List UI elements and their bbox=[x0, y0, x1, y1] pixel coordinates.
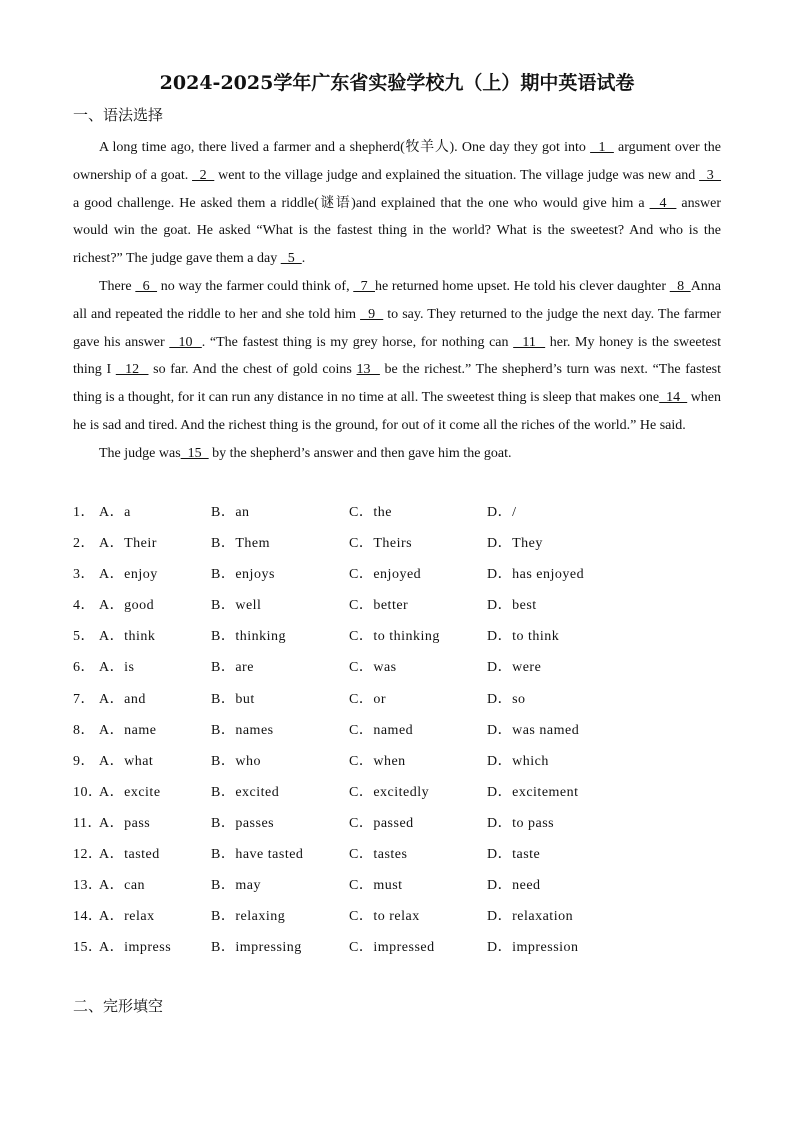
answer-blank[interactable]: 9 bbox=[360, 306, 384, 322]
question-row bbox=[73, 871, 721, 902]
passage-text: went to the village judge and explained the situation. The village judge was new and bbox=[214, 167, 700, 183]
section-grammar-title: 一、语法选择 bbox=[73, 106, 164, 124]
question-row bbox=[73, 716, 721, 747]
passage-text: A long time ago, there lived a farmer and a shepherd(牧羊人). One day they got into bbox=[99, 140, 591, 155]
passage-text: to say. They returned to the judge the next day. The farmer gave his answer bbox=[73, 306, 721, 350]
passage-text: . bbox=[301, 251, 306, 267]
question-row bbox=[73, 591, 721, 622]
option-a[interactable]: A．tasted bbox=[99, 847, 160, 863]
passage-text: There bbox=[99, 278, 136, 294]
option-c[interactable]: C．was bbox=[349, 660, 397, 676]
question-row bbox=[73, 933, 721, 964]
question-number: 12． bbox=[73, 847, 103, 863]
answer-blank[interactable]: 13 bbox=[356, 362, 380, 378]
question-number: 11． bbox=[73, 815, 102, 831]
passage-paragraph bbox=[73, 134, 721, 273]
option-c[interactable]: C．when bbox=[349, 753, 406, 769]
option-b[interactable]: B．well bbox=[211, 598, 262, 614]
answer-blank[interactable]: 11 bbox=[513, 334, 546, 350]
option-d[interactable]: D．impression bbox=[487, 940, 579, 956]
option-a[interactable]: A．excite bbox=[99, 784, 161, 800]
answer-blank[interactable]: 6 bbox=[135, 278, 158, 294]
option-c[interactable]: C．enjoyed bbox=[349, 567, 422, 583]
passage-text: argument over the ownership of a goat. bbox=[73, 140, 722, 183]
answer-blank[interactable]: 3 bbox=[699, 167, 722, 183]
option-a[interactable]: A．what bbox=[99, 753, 154, 769]
option-b[interactable]: B．may bbox=[211, 878, 261, 894]
section-cloze-title: 二、完形填空 bbox=[73, 997, 164, 1015]
answer-blank[interactable]: 15 bbox=[180, 445, 209, 461]
passage-text: when he is sad and tired. And the richest thing is the ground, for out of it come all the riches of the world.” He said. bbox=[73, 390, 722, 433]
option-d[interactable]: D．relaxation bbox=[487, 909, 574, 925]
passage-text: be the richest.” The shepherd’s turn was next. “The fastest thing is a thought, for it can run any distance in no time at all. The sweetest thing is sleep that makes one bbox=[73, 362, 722, 406]
answer-blank[interactable]: 4 bbox=[649, 195, 677, 211]
answer-blank[interactable]: 14 bbox=[659, 390, 688, 406]
option-b[interactable]: B．relaxing bbox=[211, 909, 286, 925]
option-c[interactable]: C．the bbox=[349, 505, 392, 520]
option-b[interactable]: B．excited bbox=[211, 784, 280, 800]
passage-paragraph bbox=[73, 440, 721, 468]
question-number: 1． bbox=[73, 505, 95, 520]
passage-text: a good challenge. He asked them a riddle(谜语)and explained that the one who would give him a bbox=[73, 195, 650, 211]
question-number: 8． bbox=[73, 722, 95, 738]
option-d[interactable]: D．/ bbox=[487, 505, 517, 520]
question-options-list bbox=[73, 498, 721, 964]
option-a[interactable]: A．pass bbox=[99, 815, 151, 831]
answer-blank[interactable]: 5 bbox=[280, 251, 302, 267]
question-row bbox=[73, 747, 721, 778]
question-number: 15． bbox=[73, 940, 103, 956]
option-a[interactable]: A．Their bbox=[99, 536, 157, 552]
question-row bbox=[73, 902, 721, 933]
option-c[interactable]: C．better bbox=[349, 598, 409, 614]
question-row bbox=[73, 778, 721, 809]
option-a[interactable]: A．think bbox=[99, 629, 156, 645]
option-b[interactable]: B．have tasted bbox=[211, 847, 304, 863]
option-a[interactable]: A．enjoy bbox=[99, 567, 158, 583]
option-b[interactable]: B．are bbox=[211, 660, 254, 676]
passage-text: he returned home upset. He told his clever daughter bbox=[374, 278, 670, 294]
passage-text: Anna all and repeated the riddle to her and she told him bbox=[73, 278, 722, 322]
passage-text: The judge was bbox=[99, 445, 181, 461]
option-b[interactable]: B．but bbox=[211, 691, 255, 707]
question-number: 7． bbox=[73, 691, 95, 707]
question-number: 13． bbox=[73, 878, 103, 894]
question-row bbox=[73, 498, 721, 529]
reading-passage bbox=[73, 134, 721, 468]
option-d[interactable]: D．need bbox=[487, 878, 541, 894]
option-a[interactable]: A．can bbox=[99, 878, 146, 894]
answer-blank[interactable]: 1 bbox=[590, 140, 614, 155]
option-d[interactable]: D．to think bbox=[487, 629, 560, 645]
option-c[interactable]: C．excitedly bbox=[349, 784, 430, 800]
option-a[interactable]: A．good bbox=[99, 598, 155, 614]
option-c[interactable]: C．to thinking bbox=[349, 629, 440, 645]
option-c[interactable]: C．named bbox=[349, 722, 414, 738]
option-d[interactable]: D．taste bbox=[487, 847, 541, 863]
answer-blank[interactable]: 7 bbox=[353, 278, 375, 294]
question-number: 4． bbox=[73, 598, 95, 614]
option-c[interactable]: C．passed bbox=[349, 815, 414, 831]
option-d[interactable]: D．were bbox=[487, 660, 542, 676]
option-d[interactable]: D．so bbox=[487, 691, 526, 707]
question-row bbox=[73, 560, 721, 591]
question-number: 5． bbox=[73, 629, 95, 645]
option-d[interactable]: D．was named bbox=[487, 722, 580, 738]
passage-text: her. My honey is the sweetest thing I bbox=[73, 334, 722, 378]
option-c[interactable]: C．impressed bbox=[349, 940, 435, 956]
option-d[interactable]: D．which bbox=[487, 753, 549, 769]
option-b[interactable]: B．who bbox=[211, 753, 261, 769]
passage-text: . “The fastest thing is my grey horse, for nothing can bbox=[201, 334, 514, 350]
question-number: 3． bbox=[73, 567, 95, 583]
option-a[interactable]: A．name bbox=[99, 722, 157, 738]
question-row bbox=[73, 653, 721, 684]
question-row bbox=[73, 685, 721, 716]
option-a[interactable]: A．is bbox=[99, 660, 135, 676]
option-c[interactable]: C．or bbox=[349, 691, 386, 707]
option-c[interactable]: C．Theirs bbox=[349, 536, 413, 552]
exam-title: 2024-2025学年广东省实验学校九（上）期中英语试卷 bbox=[159, 72, 635, 94]
passage-text: no way the farmer could think of, bbox=[157, 278, 354, 294]
option-c[interactable]: C．to relax bbox=[349, 909, 420, 925]
option-a[interactable]: A．a bbox=[99, 505, 131, 520]
option-b[interactable]: B．an bbox=[211, 505, 250, 520]
passage-paragraph bbox=[73, 273, 721, 440]
option-d[interactable]: D．to pass bbox=[487, 815, 555, 831]
answer-blank[interactable]: 8 bbox=[669, 278, 691, 294]
answer-blank[interactable]: 12 bbox=[115, 362, 149, 378]
option-b[interactable]: B．Them bbox=[211, 536, 270, 552]
question-row bbox=[73, 809, 721, 840]
question-number: 14． bbox=[73, 909, 103, 925]
question-number: 9． bbox=[73, 753, 95, 769]
question-row bbox=[73, 622, 721, 653]
option-a[interactable]: A．impress bbox=[99, 940, 172, 956]
option-d[interactable]: D．excitement bbox=[487, 784, 579, 800]
option-b[interactable]: B．thinking bbox=[211, 629, 287, 645]
answer-blank[interactable]: 2 bbox=[192, 167, 215, 183]
option-d[interactable]: D．They bbox=[487, 536, 543, 552]
passage-text: answer would win the goat. He asked “What is the fastest thing in the world? What is the sweetest? And who is the richest?” The judge gave them a day bbox=[73, 195, 722, 267]
option-a[interactable]: A．relax bbox=[99, 909, 155, 925]
option-b[interactable]: B．enjoys bbox=[211, 567, 275, 583]
option-c[interactable]: C．must bbox=[349, 878, 403, 894]
answer-blank[interactable]: 10 bbox=[169, 334, 202, 350]
question-row bbox=[73, 529, 721, 560]
option-b[interactable]: B．names bbox=[211, 722, 274, 738]
option-d[interactable]: D．has enjoyed bbox=[487, 567, 585, 583]
question-number: 6． bbox=[73, 660, 95, 676]
option-a[interactable]: A．and bbox=[99, 691, 146, 707]
option-b[interactable]: B．passes bbox=[211, 815, 275, 831]
option-b[interactable]: B．impressing bbox=[211, 940, 302, 956]
option-d[interactable]: D．best bbox=[487, 598, 537, 614]
passage-text: by the shepherd’s answer and then gave him the goat. bbox=[208, 445, 512, 461]
question-number: 2． bbox=[73, 536, 95, 552]
option-c[interactable]: C．tastes bbox=[349, 847, 408, 863]
passage-text: so far. And the chest of gold coins bbox=[148, 362, 357, 378]
question-number: 10． bbox=[73, 784, 103, 800]
question-row bbox=[73, 840, 721, 871]
